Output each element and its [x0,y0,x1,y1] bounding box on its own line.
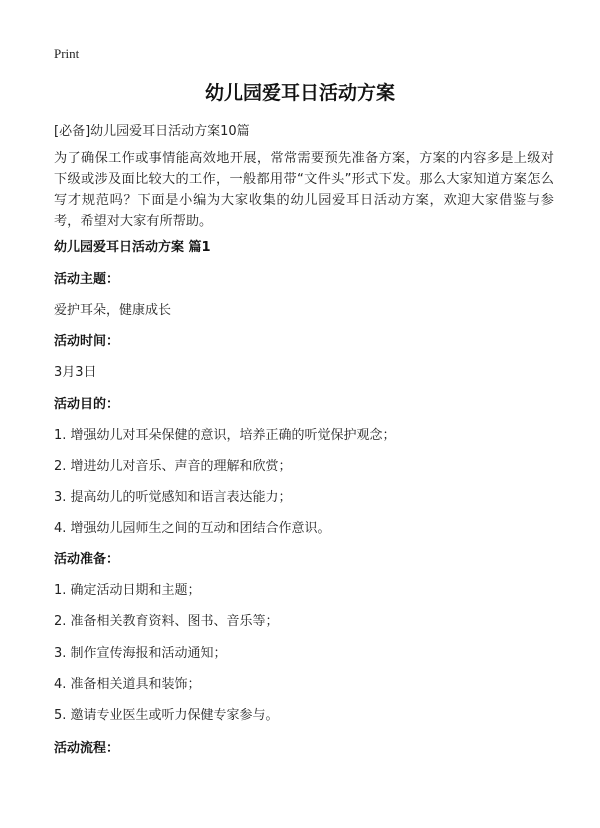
section-heading: 幼儿园爱耳日活动方案 篇1 [54,240,211,255]
time-text: 3月3日 [54,365,97,380]
prep-item: 2. 准备相关教育资料、图书、音乐等； [54,614,279,629]
goal-item: 1. 增强幼儿对耳朵保健的意识，培养正确的听觉保护观念； [54,428,396,443]
intro-paragraph: 为了确保工作或事情能高效地开展，常常需要预先准备方案，方案的内容多是上级对下级或涉及面比较大的工作，一般都用带“文件头”形式下发。那么大家知道方案怎么写才规范吗？下面是小编为大家收集的幼儿园爱耳日活动方案，欢迎大家借鉴与参考，希望对大家有所帮助。 [54,151,554,229]
print-label: Print [54,46,80,61]
prep-item: 1. 确定活动日期和主题； [54,583,201,598]
theme-heading: 活动主题： [54,272,120,287]
prep-heading: 活动准备： [54,552,120,567]
prep-item: 3. 制作宣传海报和活动通知； [54,646,227,661]
goal-item: 2. 增进幼儿对音乐、声音的理解和欣赏； [54,459,292,474]
theme-text: 爱护耳朵，健康成长 [54,303,172,318]
prep-item: 5. 邀请专业医生或听力保健专家参与。 [54,708,279,723]
goal-item: 3. 提高幼儿的听觉感知和语言表达能力； [54,490,292,505]
goals-heading: 活动目的： [54,397,120,412]
document-title: 幼儿园爱耳日活动方案 [204,82,395,104]
prep-item: 4. 准备相关道具和装饰； [54,677,201,692]
flow-heading: 活动流程： [54,741,120,756]
document-subtitle: [必备]幼儿园爱耳日活动方案10篇 [54,124,250,139]
time-heading: 活动时间： [54,334,120,349]
goal-item: 4. 增强幼儿园师生之间的互动和团结合作意识。 [54,521,331,536]
